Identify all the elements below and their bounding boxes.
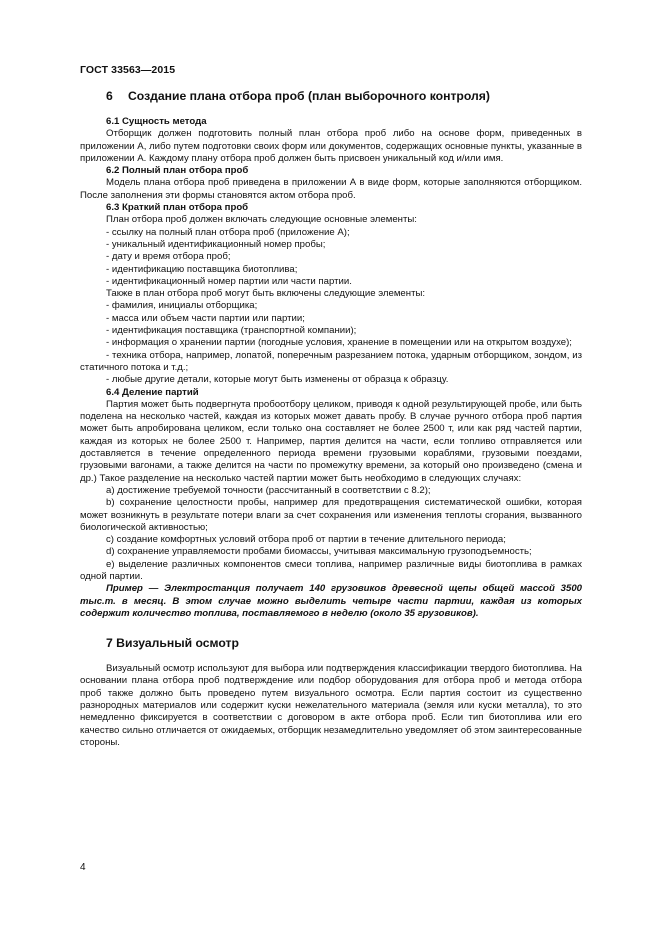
list-item: - любые другие детали, которые могут быть изменены от образца к образцу. (106, 374, 449, 386)
section-7-text: Визуальный осмотр используют для выбора или подтверждения классификации твердого биотоплива. На основании плана отбора проб подтверждение или подбор оборудования для отбора проб и метода отбора проб также должно быть проведено путем визуального осмотра. Если партия состоит из существенно разнородных материалов или содержит куски нежелательного материала (земля или куски металла), то это немедленно фиксируется в соответствии с договором в акте отбора проб. Если тип биотоплива или его качество сильно отличается от ожидаемых, отборщик незамедлительно уведомляет об этом заинтересованные стороны. (80, 663, 582, 748)
list-item: - дату и время отбора проб; (106, 251, 231, 263)
section-6-number: 6 (106, 89, 113, 103)
section-6-title: Создание плана отбора проб (план выборочного контроля) (128, 89, 490, 103)
subsection-6-2-title: 6.2 Полный план отбора проб (106, 165, 249, 177)
list-item: - идентификацию поставщика биотоплива; (106, 263, 298, 275)
page-content (80, 89, 582, 749)
section-7-heading: 7 Визуальный осмотр (106, 636, 239, 651)
subsection-6-4-title: 6.4 Деление партий (106, 386, 199, 398)
list-item: e) выделение различных компонентов смеси топлива, например различные виды биотоплива в рамках одной партии. (80, 558, 582, 582)
list-item: - идентификация поставщика (транспортной компании); (106, 325, 357, 337)
subsection-6-3-title: 6.3 Краткий план отбора проб (106, 202, 249, 214)
list-item: d) сохранение управляемости пробами биомассы, учитывая максимальную грузоподъемность; (106, 546, 532, 558)
subsection-6-3-intro: План отбора проб должен включать следующие основные элементы: (106, 214, 417, 226)
subsection-6-4-text: Партия может быть подвергнута пробоотбору целиком, приводя к одной результирующей пробе, или быть поделена на несколько частей, каждая из которых может давать пробу. В случае ручного отбора проб партия может быть апробирована целиком, если только она составляет не более 2500 т, или как ряд частей партии, каждая из которых не более 2500 т. Например, партия делится на части, если топливо отправляется или доставляется в течение определенного периода времени грузовыми кораблями, грузовыми поездами, грузовыми вагонами, а также делится на части по промежутку времени, за который оно произведено (смена и др.) Такое разделение на несколько частей партии может быть необходимо в следующих случаях: (80, 398, 582, 484)
list-item: a) достижение требуемой точности (рассчитанный в соответствии с 8.2); (106, 484, 431, 496)
document-header: ГОСТ 33563—2015 (80, 64, 176, 76)
page-number: 4 (80, 862, 86, 873)
list-item: - фамилия, инициалы отборщика; (106, 300, 258, 312)
list-item: - информация о хранении партии (погодные условия, хранение в помещении или на открытом воздухе); (106, 337, 572, 349)
subsection-6-3-intro-optional: Также в план отбора проб могут быть включены следующие элементы: (106, 288, 426, 300)
list-item: - уникальный идентификационный номер пробы; (106, 238, 326, 250)
subsection-6-1-title: 6.1 Сущность метода (106, 116, 207, 127)
section-6-heading (80, 89, 582, 104)
list-item: c) создание комфортных условий отбора проб от партии в течение длительного периода; (106, 534, 506, 546)
list-item: b) сохранение целостности пробы, например для предотвращения систематической ошибки, которая может возникнуть в результате потери влаги за счет сохранения или изменения теплоты сгорания, вызванного биологической активностью; (80, 497, 582, 533)
list-item: - масса или объем части партии или партии; (106, 312, 305, 324)
list-item: - идентификационный номер партии или части партии. (106, 275, 352, 287)
subsection-6-2-text: Модель плана отбора проб приведена в приложении А в виде форм, которые заполняются отборщиком. После заполнения эти формы становятся актом отбора проб. (80, 177, 582, 201)
list-item: - техника отбора, например, лопатой, поперечным разрезанием потока, ударным отборщиком, зондом, из статичного потока и т.д.; (80, 349, 582, 373)
example-note: Пример — Электростанция получает 140 грузовиков древесной щепы общей массой 3500 тыс.т. в месяц. В этом случае можно выделить четыре части партии, каждая из которых содержит количество топлива, поставляемого в неделю (около 35 грузовиков). (80, 583, 582, 619)
section-spacer (80, 620, 582, 628)
subsection-6-1-text: Отборщик должен подготовить полный план отбора проб либо на основе форм, приведенных в приложении А, либо путем подготовки своих форм или документов, содержащих основные пункты, указанные в приложении А. Каждому плану отбора проб должен быть присвоен уникальный код и/или имя. (80, 128, 582, 164)
list-item: - ссылку на полный план отбора проб (приложение А); (106, 226, 350, 238)
